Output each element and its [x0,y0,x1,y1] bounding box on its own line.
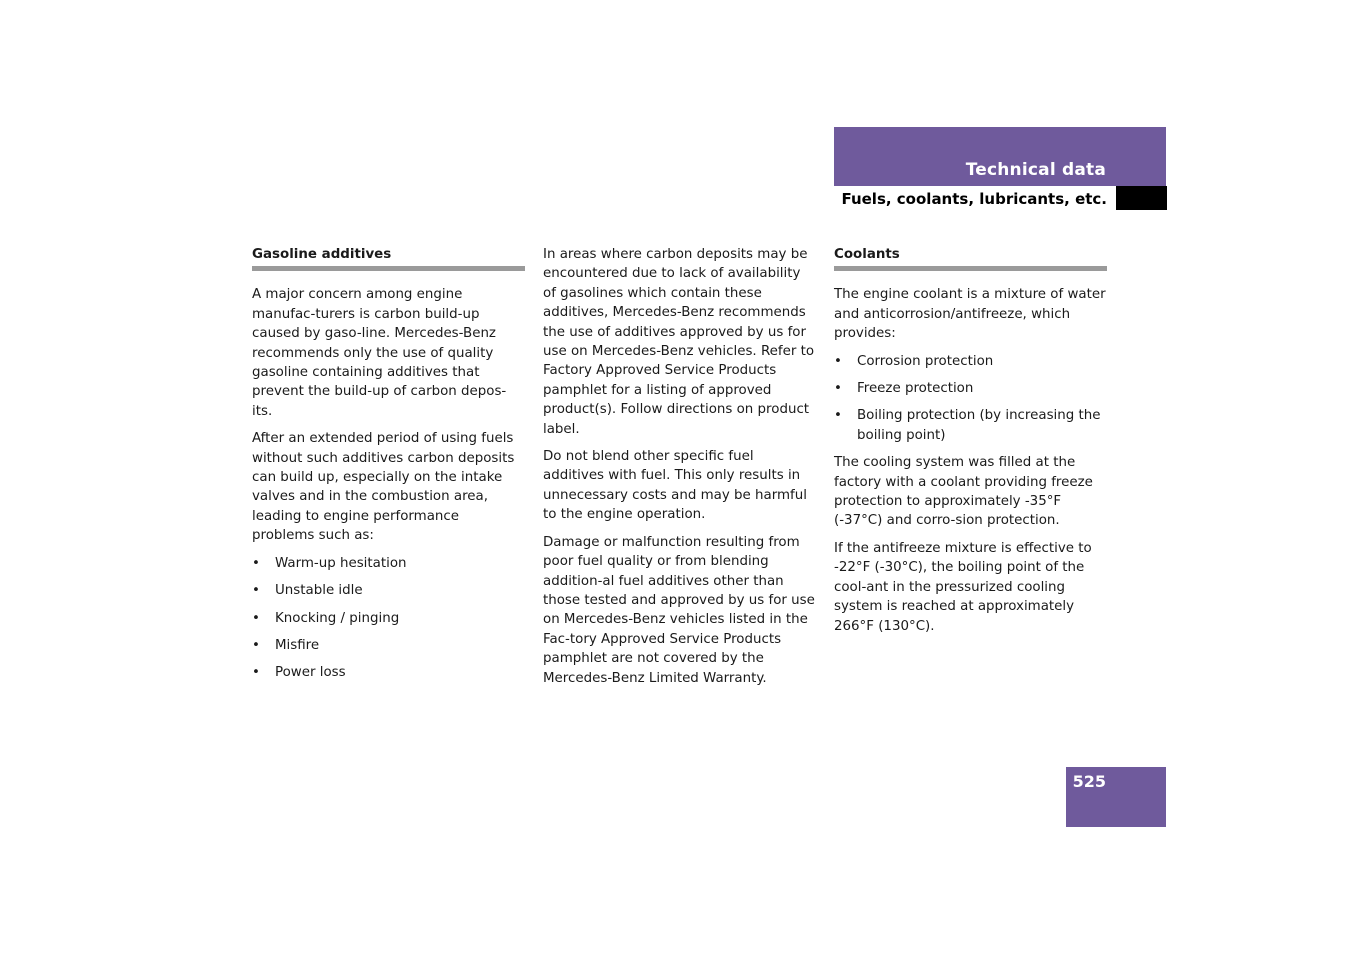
bullet-icon: • [252,583,260,599]
list-item-text: Misfire [275,637,320,653]
list-item-text: Freeze protection [857,381,974,397]
list-item [834,379,1107,398]
section-subtitle: Fuels, coolants, lubricants, etc. [841,190,1107,208]
list-item-text: Boiling protection (by increasing the boiling point) [857,408,1101,443]
list-item [834,406,1107,445]
list-item [252,609,525,628]
column-additives-continued [543,245,816,696]
list-item [252,636,525,655]
list-item-text: Knocking / pinging [275,610,400,626]
page-number: 525 [1072,772,1106,791]
bullet-icon: • [252,610,260,626]
paragraph: In areas where carbon deposits may be encountered due to lack of availability of gasolines which contain these additives, Mercedes-Benz recommends the use of additives approved by us for use on Mercedes-Benz vehicles. Refer to Factory Approved Service Products pamphlet for a listing of approved product(s). Follow directions on product label. [543,247,815,437]
paragraph: If the antifreeze mixture is effective to -22°F (-30°C), the boiling point of the cool-ant in the pressurized cooling system is reached at approximately 266°F (130°C). [834,540,1092,634]
bullet-icon: • [252,555,260,571]
section-header-tab [834,127,1166,186]
paragraph: The cooling system was filled at the factory with a coolant providing freeze protection to approximately -35°F (-37°C) and corro-sion protection. [834,455,1093,529]
section-title: Technical data [965,160,1106,180]
column-coolants [834,245,1107,644]
list-item-text: Unstable idle [275,583,363,599]
bullet-icon: • [834,408,842,424]
heading-gasoline-additives: Gasoline additives [252,247,392,262]
list-item [252,581,525,600]
paragraph: Damage or malfunction resulting from poor fuel quality or from blending addition-al fuel additives other than those tested and approved by us for use on Mercedes-Benz vehicles listed in the Fac-tory Approved Service Products pamphlet are not covered by the Mercedes-Benz Limited Warranty. [543,534,815,686]
bullet-icon: • [252,637,260,653]
protection-list [834,352,1107,446]
header-marker-block [1116,186,1167,210]
heading-coolants: Coolants [834,247,900,262]
list-item [834,352,1107,371]
paragraph: Do not blend other specific fuel additives with fuel. This only results in unnecessary costs and may be harmful to the engine operation. [543,449,807,523]
page-number-tab [1066,767,1166,827]
list-item-text: Corrosion protection [857,353,994,369]
list-item-text: Warm-up hesitation [275,555,407,571]
paragraph: A major concern among engine manufac-turers is carbon build-up caused by gaso-line. Mercedes-Benz recommends only the use of quality gasoline containing additives that prevent the build-up of carbon depos-its. [252,287,507,419]
symptom-list [252,554,525,683]
heading-rule [252,266,525,271]
bullet-icon: • [834,353,842,369]
list-item [252,554,525,573]
bullet-icon: • [834,381,842,397]
list-item [252,663,525,682]
paragraph: After an extended period of using fuels without such additives carbon deposits can build up, especially on the intake valves and in the combustion area, leading to engine performance problems such as: [252,431,515,544]
column-gasoline-additives [252,245,525,691]
heading-rule [834,266,1107,271]
paragraph: The engine coolant is a mixture of water and anticorrosion/antifreeze, which provides: [834,287,1106,342]
bullet-icon: • [252,665,260,681]
list-item-text: Power loss [275,665,346,681]
